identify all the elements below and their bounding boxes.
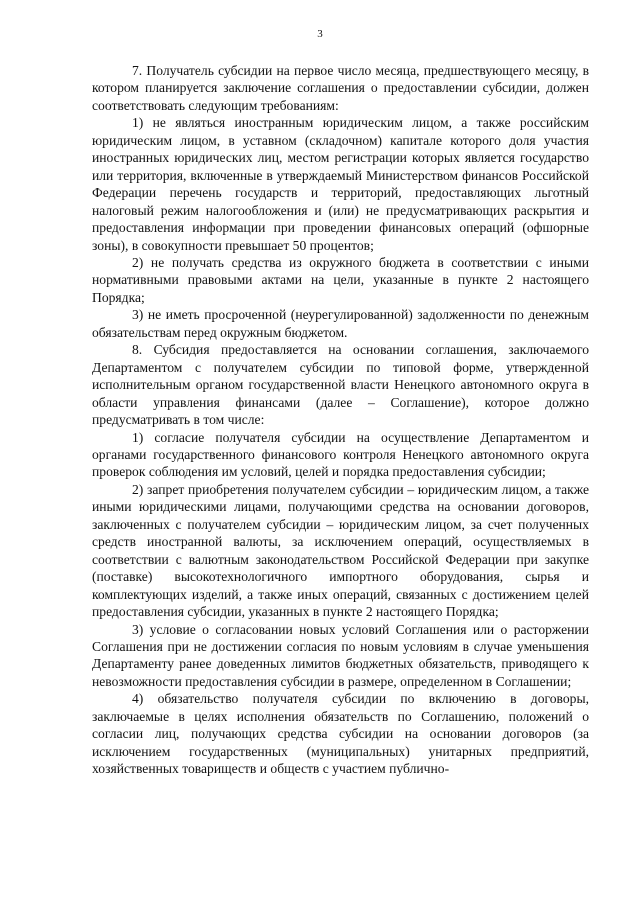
paragraph-8-item-2: 2) запрет приобретения получателем субсидии – юридическим лицом, а также иными юридическими лицами, получающими средства на основании договоров, заключенных с получателем субсидии – юридическим лицом, за счет полученных средств иностранной валюты, за исключением операций, осуществляемых в соответствии с валютным законодательством Российской Федерации при закупке (поставке) высокотехнологичного импортного оборудования, сырья и комплектующих изделий, а также иных операций, связанных с достижением целей предоставления субсидии, указанных в пункте 2 настоящего Порядка;	[92, 481, 589, 620]
paragraph-7-item-3: 3) не иметь просроченной (неурегулированной) задолженности по денежным обязательствам перед окружным бюджетом.	[92, 307, 589, 340]
paragraph-8-item-4: 4) обязательство получателя субсидии по включению в договоры, заключаемые в целях исполнения обязательств по Соглашению, положений о согласии лиц, получающих средства субсидии на основании договоров (за исключением государственных (муниципальных) унитарных предприятий, хозяйственных товариществ и обществ с участием публично-	[92, 691, 589, 777]
paragraph-7-item-2: 2) не получать средства из окружного бюджета в соответствии с иными нормативными правовыми актами на цели, указанные в пункте 2 настоящего Порядка;	[92, 254, 589, 305]
paragraph-8-item-1: 1) согласие получателя субсидии на осуществление Департаментом и органами государственного финансового контроля Ненецкого автономного округа проверок соблюдения им условий, целей и порядка предоставления субсидии;	[92, 429, 589, 480]
document-body	[92, 62, 589, 778]
paragraph-8: 8. Субсидия предоставляется на основании соглашения, заключаемого Департаментом с получателем субсидии по типовой форме, утвержденной исполнительным органом государственной власти Ненецкого автономного округа в области управления финансами (далее – Соглашение), которое должно предусматривать в том числе:	[92, 342, 589, 428]
page-number: 3	[317, 28, 323, 40]
paragraph-8-item-3: 3) условие о согласовании новых условий Соглашения или о расторжении Соглашения при не достижении согласия по новым условиям в случае уменьшения Департаменту ранее доведенных лимитов бюджетных обязательств, приводящего к невозможности предоставления субсидии в размере, определенном в Соглашении;	[92, 621, 589, 689]
paragraph-7: 7. Получатель субсидии на первое число месяца, предшествующего месяцу, в котором планируется заключение соглашения о предоставлении субсидии, должен соответствовать следующим требованиям:	[92, 63, 589, 113]
paragraph-7-item-1: 1) не являться иностранным юридическим лицом, а также российским юридическим лицом, в уставном (складочном) капитале которого доля участия иностранных юридических лиц, местом регистрации которых является государство или территория, включенные в утверждаемый Министерством финансов Российской Федерации перечень государств и территорий, предоставляющих льготный налоговый режим налогообложения и (или) не предусматривающих раскрытия и предоставления информации при проведении финансовых операций (офшорные зоны), в совокупности превышает 50 процентов;	[92, 115, 589, 253]
